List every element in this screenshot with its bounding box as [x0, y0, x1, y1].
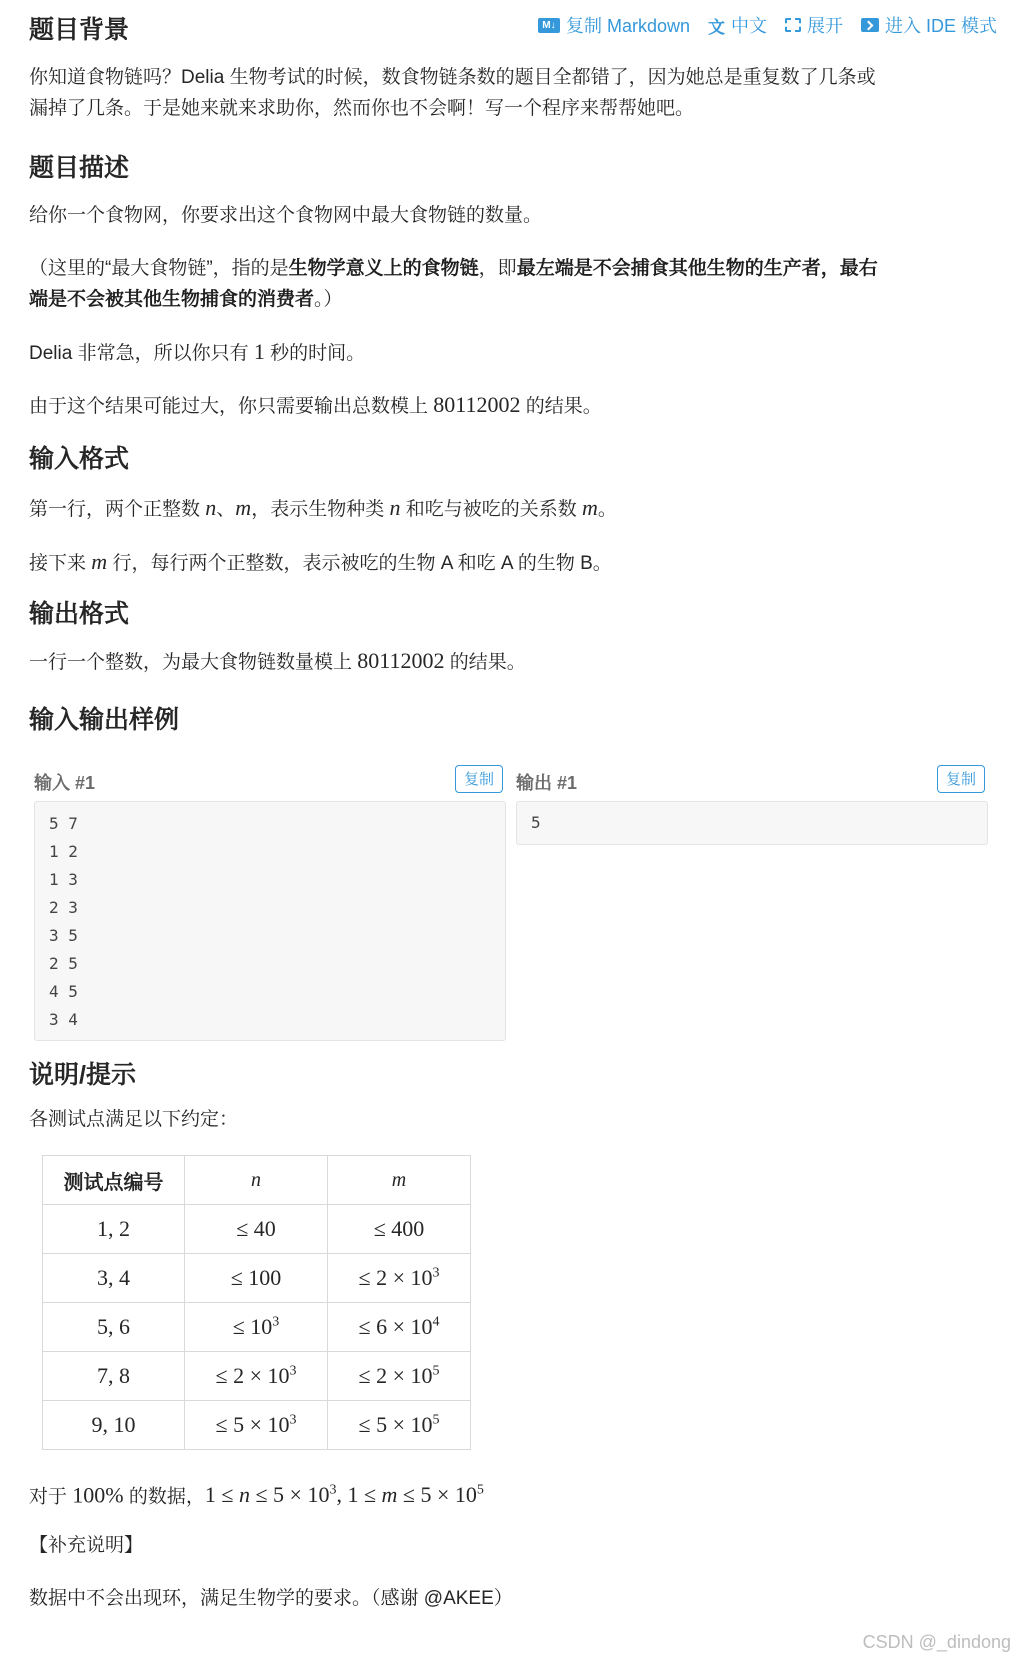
table-header-m: m	[328, 1156, 471, 1205]
terminal-icon	[861, 18, 879, 32]
constraint-part: ≤ 5 × 10	[397, 1482, 477, 1508]
var-n: n	[238, 1482, 250, 1508]
constraint-part: , 1 ≤	[336, 1482, 382, 1508]
n-limit-base: ≤ 5 × 10	[215, 1412, 290, 1437]
sample-input-line: 5 7	[49, 814, 78, 833]
testcase-ids: 1, 2	[43, 1205, 185, 1254]
n-limit: ≤ 100	[185, 1254, 328, 1303]
desc-p3-text-b: 秒的时间。	[264, 343, 366, 364]
sample-input-line: 3 4	[49, 1010, 78, 1029]
var-m: m	[91, 549, 108, 574]
sample-input-line: 2 5	[49, 954, 78, 973]
m-limit	[328, 1352, 471, 1401]
background-line-2: 漏掉了几条。于是她来就来求助你，然而你也不会啊！写一个程序来帮帮她吧。	[29, 98, 695, 119]
markdown-icon: M↓	[538, 18, 560, 33]
translate-icon: 文	[707, 17, 725, 37]
problem-actions	[538, 12, 997, 38]
m-limit-base: ≤ 5 × 10	[358, 1412, 433, 1437]
sample-input-label: 输入 #1	[34, 773, 96, 793]
section-title-description: 题目描述	[29, 154, 130, 182]
copy-markdown-label: 复制 Markdown	[565, 16, 690, 36]
description-p1: 给你一个食物网，你要求出这个食物网中最大食物链的数量。	[29, 205, 543, 226]
watermark: CSDN @_dindong	[862, 1632, 1011, 1652]
n-limit-base: ≤ 2 × 10	[215, 1363, 290, 1388]
var-n: n	[205, 495, 217, 520]
var-m: m	[235, 495, 252, 520]
table-header-row	[43, 1156, 471, 1205]
desc-p2-bold-d: 最左端是不会捕食其他生物的生产者，最右	[516, 258, 878, 279]
supplement-text: 数据中不会出现环，满足生物学的要求。（感谢 @AKEE）	[29, 1588, 513, 1609]
testcase-ids: 7, 8	[43, 1352, 185, 1401]
m-limit	[328, 1401, 471, 1450]
copy-output-button[interactable]: 复制	[937, 765, 985, 793]
n-limit-exp: 3	[289, 1363, 297, 1379]
section-title-hint: 说明/提示	[29, 1061, 136, 1089]
output-p1-text-b: 的结果。	[444, 652, 526, 673]
desc-p4-text-b: 的结果。	[520, 396, 602, 417]
section-title-input-format: 输入格式	[29, 445, 130, 473]
constraint-exp: 5	[476, 1483, 484, 1498]
language-label: 中文	[730, 16, 767, 36]
all-data-percent: 100%	[72, 1482, 124, 1508]
var-n: n	[389, 495, 401, 520]
output-p1-text-a: 一行一个整数，为最大食物链数量模上	[29, 652, 358, 673]
n-limit	[185, 1352, 328, 1401]
all-data-text-a: 对于	[29, 1486, 73, 1508]
input-format-p1	[29, 492, 617, 525]
section-title-output-format: 输出格式	[29, 600, 130, 628]
supplement-title: 【补充说明】	[29, 1535, 144, 1556]
table-row	[43, 1205, 471, 1254]
sample-input-line: 1 3	[49, 870, 78, 889]
section-title-samples: 输入输出样例	[29, 706, 180, 734]
desc-p2-bold-e: 端是不会被其他生物捕食的消费者	[29, 289, 315, 310]
constraint-part: 1 ≤	[204, 1482, 239, 1508]
hint-intro: 各测试点满足以下约定：	[29, 1109, 239, 1130]
description-p2	[29, 253, 989, 315]
input-p1-sep: 、	[216, 499, 236, 520]
sample-input-line: 2 3	[49, 898, 78, 917]
m-limit	[328, 1254, 471, 1303]
m-limit-base: ≤ 2 × 10	[358, 1265, 433, 1290]
language-button[interactable]	[708, 12, 767, 38]
desc-p2-text-c: ，即	[478, 258, 517, 279]
testcase-ids: 3, 4	[43, 1254, 185, 1303]
all-data-constraint	[205, 1482, 484, 1507]
desc-p3-text-a: Delia 非常急，所以你只有	[29, 343, 254, 364]
sample-input-box[interactable]	[34, 801, 506, 1041]
desc-p2-text-f: 。）	[314, 289, 343, 310]
background-text	[29, 62, 876, 124]
ide-mode-label: 进入 IDE 模式	[884, 16, 997, 36]
m-limit-exp: 5	[432, 1363, 440, 1379]
var-m: m	[381, 1482, 398, 1508]
input-p1-text-a: 第一行，两个正整数	[29, 499, 206, 520]
n-limit-exp: 3	[289, 1412, 297, 1428]
n-limit	[185, 1401, 328, 1450]
m-limit-base: ≤ 6 × 10	[358, 1314, 433, 1339]
output-format-p1	[29, 645, 526, 678]
sample-output-label: 输出 #1	[516, 773, 578, 793]
time-limit-value: 1	[253, 339, 265, 364]
table-row	[43, 1352, 471, 1401]
sample-input-line: 1 2	[49, 842, 78, 861]
expand-label: 展开	[806, 16, 843, 36]
description-p3	[29, 336, 365, 369]
modulus-value: 80112002	[357, 648, 445, 673]
hint-all-data	[29, 1475, 484, 1512]
modulus-value: 80112002	[433, 392, 521, 417]
ide-mode-button[interactable]	[861, 12, 997, 38]
sample-output-line: 5	[531, 813, 541, 832]
m-limit-exp: 3	[432, 1265, 440, 1281]
constraint-exp: 3	[329, 1483, 337, 1498]
m-limit-exp: 5	[432, 1412, 440, 1428]
constraints-table	[42, 1155, 471, 1450]
all-data-text-b: 的数据，	[123, 1486, 205, 1508]
input-p2-text-a: 接下来	[29, 553, 92, 574]
table-header-testcase: 测试点编号	[43, 1156, 185, 1205]
table-row	[43, 1254, 471, 1303]
table-row	[43, 1401, 471, 1450]
input-p1-text-b: ，表示生物种类	[251, 499, 390, 520]
input-p1-text-c: 和吃与被吃的关系数	[400, 499, 583, 520]
description-p4	[29, 389, 602, 422]
table-row	[43, 1303, 471, 1352]
m-limit	[328, 1303, 471, 1352]
testcase-ids: 9, 10	[43, 1401, 185, 1450]
testcase-ids: 5, 6	[43, 1303, 185, 1352]
m-limit-exp: 4	[432, 1314, 440, 1330]
section-title-background: 题目背景	[29, 16, 130, 44]
desc-p2-text-a: （这里的“最大食物链”，指的是	[29, 258, 289, 279]
input-format-p2	[29, 546, 612, 579]
input-p2-text-b: 行，每行两个正整数，表示被吃的生物 A 和吃 A 的生物 B。	[107, 553, 612, 574]
n-limit-base: ≤ 10	[232, 1314, 273, 1339]
desc-p4-text-a: 由于这个结果可能过大，你只需要输出总数模上	[29, 396, 434, 417]
sample-input-line: 3 5	[49, 926, 78, 945]
expand-icon	[785, 18, 801, 32]
constraint-part: ≤ 5 × 10	[249, 1482, 330, 1508]
input-p1-text-d: 。	[597, 499, 617, 520]
desc-p2-bold-b: 生物学意义上的食物链	[288, 258, 479, 279]
background-line-1: 你知道食物链吗？Delia 生物考试的时候，数食物链条数的题目全都错了，因为她总是重复数了几条或	[29, 67, 876, 88]
n-limit-exp: 3	[272, 1314, 280, 1330]
sample-output-box[interactable]	[516, 801, 988, 845]
expand-button[interactable]	[785, 12, 843, 38]
sample-input-line: 4 5	[49, 982, 78, 1001]
copy-markdown-button[interactable]	[538, 12, 690, 38]
m-limit-base: ≤ 2 × 10	[358, 1363, 433, 1388]
n-limit	[185, 1303, 328, 1352]
n-limit: ≤ 40	[185, 1205, 328, 1254]
copy-input-button[interactable]: 复制	[455, 765, 503, 793]
table-header-n: n	[185, 1156, 328, 1205]
var-m: m	[582, 495, 598, 520]
m-limit: ≤ 400	[328, 1205, 471, 1254]
